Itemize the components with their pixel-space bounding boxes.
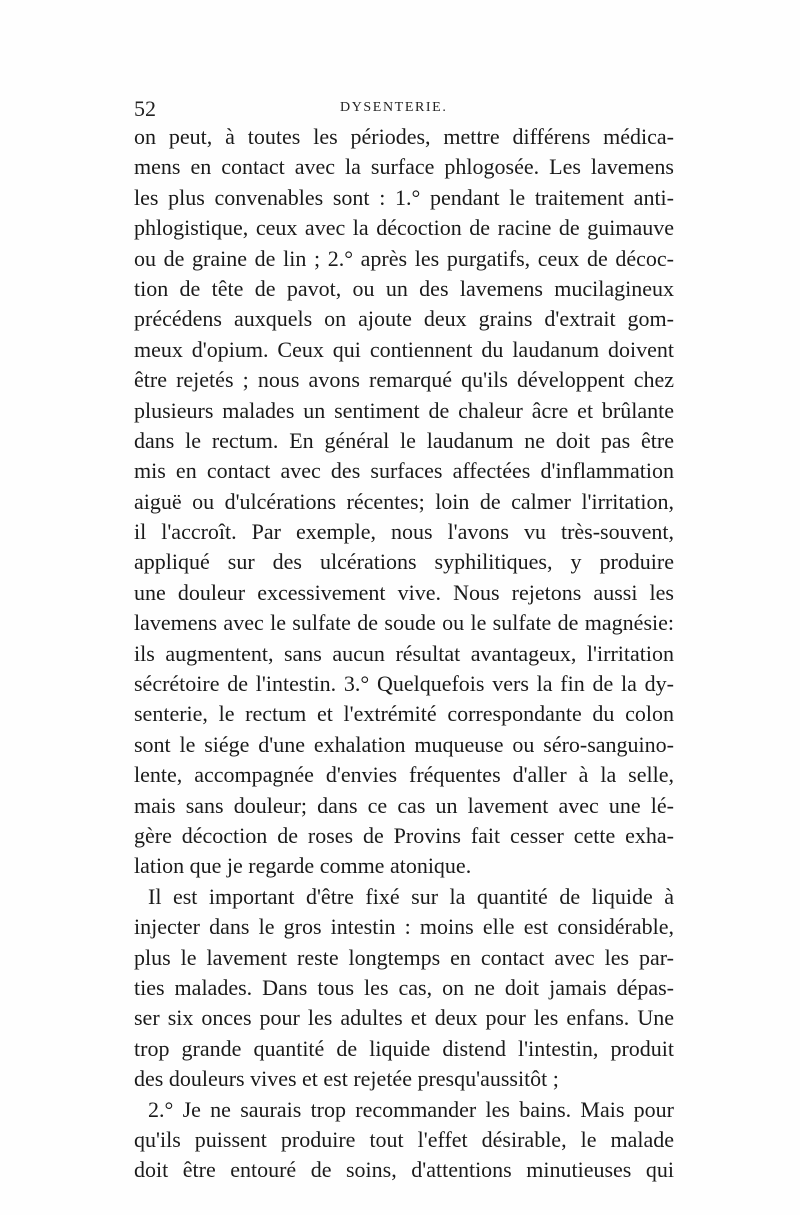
text-line: ties malades. Dans tous les cas, on ne doit jamais dépas- [134,974,674,1000]
text-line: dans le rectum. En général le laudanum ne doit pas être [134,427,674,453]
running-title: DYSENTERIE. [340,100,448,115]
text-line: mais sans douleur; dans ce cas un lavement avec une lé- [134,792,674,818]
text-line: être rejetés ; nous avons remarqué qu'ils développent chez [134,367,674,393]
text-line: ser six onces pour les adultes et deux pour les enfans. Une [134,1005,674,1031]
paragraph-end-line: des douleurs vives et est rejetée presqu'aussitôt ; [134,1066,559,1092]
text-line: tion de tête de pavot, ou un des lavemens mucilagineux [134,275,674,301]
text-line: lente, accompagnée d'envies fréquentes d'aller à la selle, [134,762,674,788]
paragraph-end-line: lation que je regarde comme atonique. [134,853,472,879]
text-line: senterie, le rectum et l'extrémité correspondante du colon [134,701,674,727]
body-text [134,122,674,1186]
text-line: une douleur excessivement vive. Nous rejetons aussi les [134,579,674,605]
text-line: aiguë ou d'ulcérations récentes; loin de calmer l'irritation, [134,488,674,514]
text-line: trop grande quantité de liquide distend l'intestin, produit [134,1035,674,1061]
paragraph-start-line: Il est important d'être fixé sur la quantité de liquide à [148,883,674,909]
paragraph-start-line: 2.° Je ne saurais trop recommander les bains. Mais pour [148,1096,674,1122]
text-line: sécrétoire de l'intestin. 3.° Quelquefois vers la fin de la dy- [134,671,674,697]
text-line: plus le lavement reste longtemps en contact avec les par- [134,944,674,970]
text-line: précédens auxquels on ajoute deux grains d'extrait gom- [134,306,674,332]
text-line: ils augmentent, sans aucun résultat avantageux, l'irritation [134,640,674,666]
text-line: il l'accroît. Par exemple, nous l'avons vu très-souvent, [134,519,674,545]
text-line: ou de graine de lin ; 2.° après les purgatifs, ceux de décoc- [134,245,674,271]
text-line: on peut, à toutes les périodes, mettre différens médica- [134,124,674,149]
text-line: mis en contact avec des surfaces affectées d'inflammation [134,458,674,484]
text-line: injecter dans le gros intestin : moins elle est considérable, [134,914,674,940]
text-line: appliqué sur des ulcérations syphilitiques, y produire [134,549,674,575]
text-line: qu'ils puissent produire tout l'effet désirable, le malade [134,1126,674,1152]
text-line: sont le siége d'une exhalation muqueuse ou séro-sanguino- [134,731,674,757]
page-number: 52 [134,96,156,121]
text-line: meux d'opium. Ceux qui contiennent du laudanum doivent [134,336,674,362]
page-header [134,96,674,122]
text-line: les plus convenables sont : 1.° pendant le traitement anti- [134,184,674,210]
text-line: doit être entouré de soins, d'attentions minutieuses qui [134,1157,674,1183]
text-line: phlogistique, ceux avec la décoction de racine de guimauve [134,215,674,241]
text-line: lavemens avec le sulfate de soude ou le sulfate de magnésie: [134,610,674,636]
text-line: plusieurs malades un sentiment de chaleur âcre et brûlante [134,397,674,423]
text-line: mens en contact avec la surface phlogosée. Les lavemens [134,154,674,180]
text-line: gère décoction de roses de Provins fait cesser cette exha- [134,822,674,848]
